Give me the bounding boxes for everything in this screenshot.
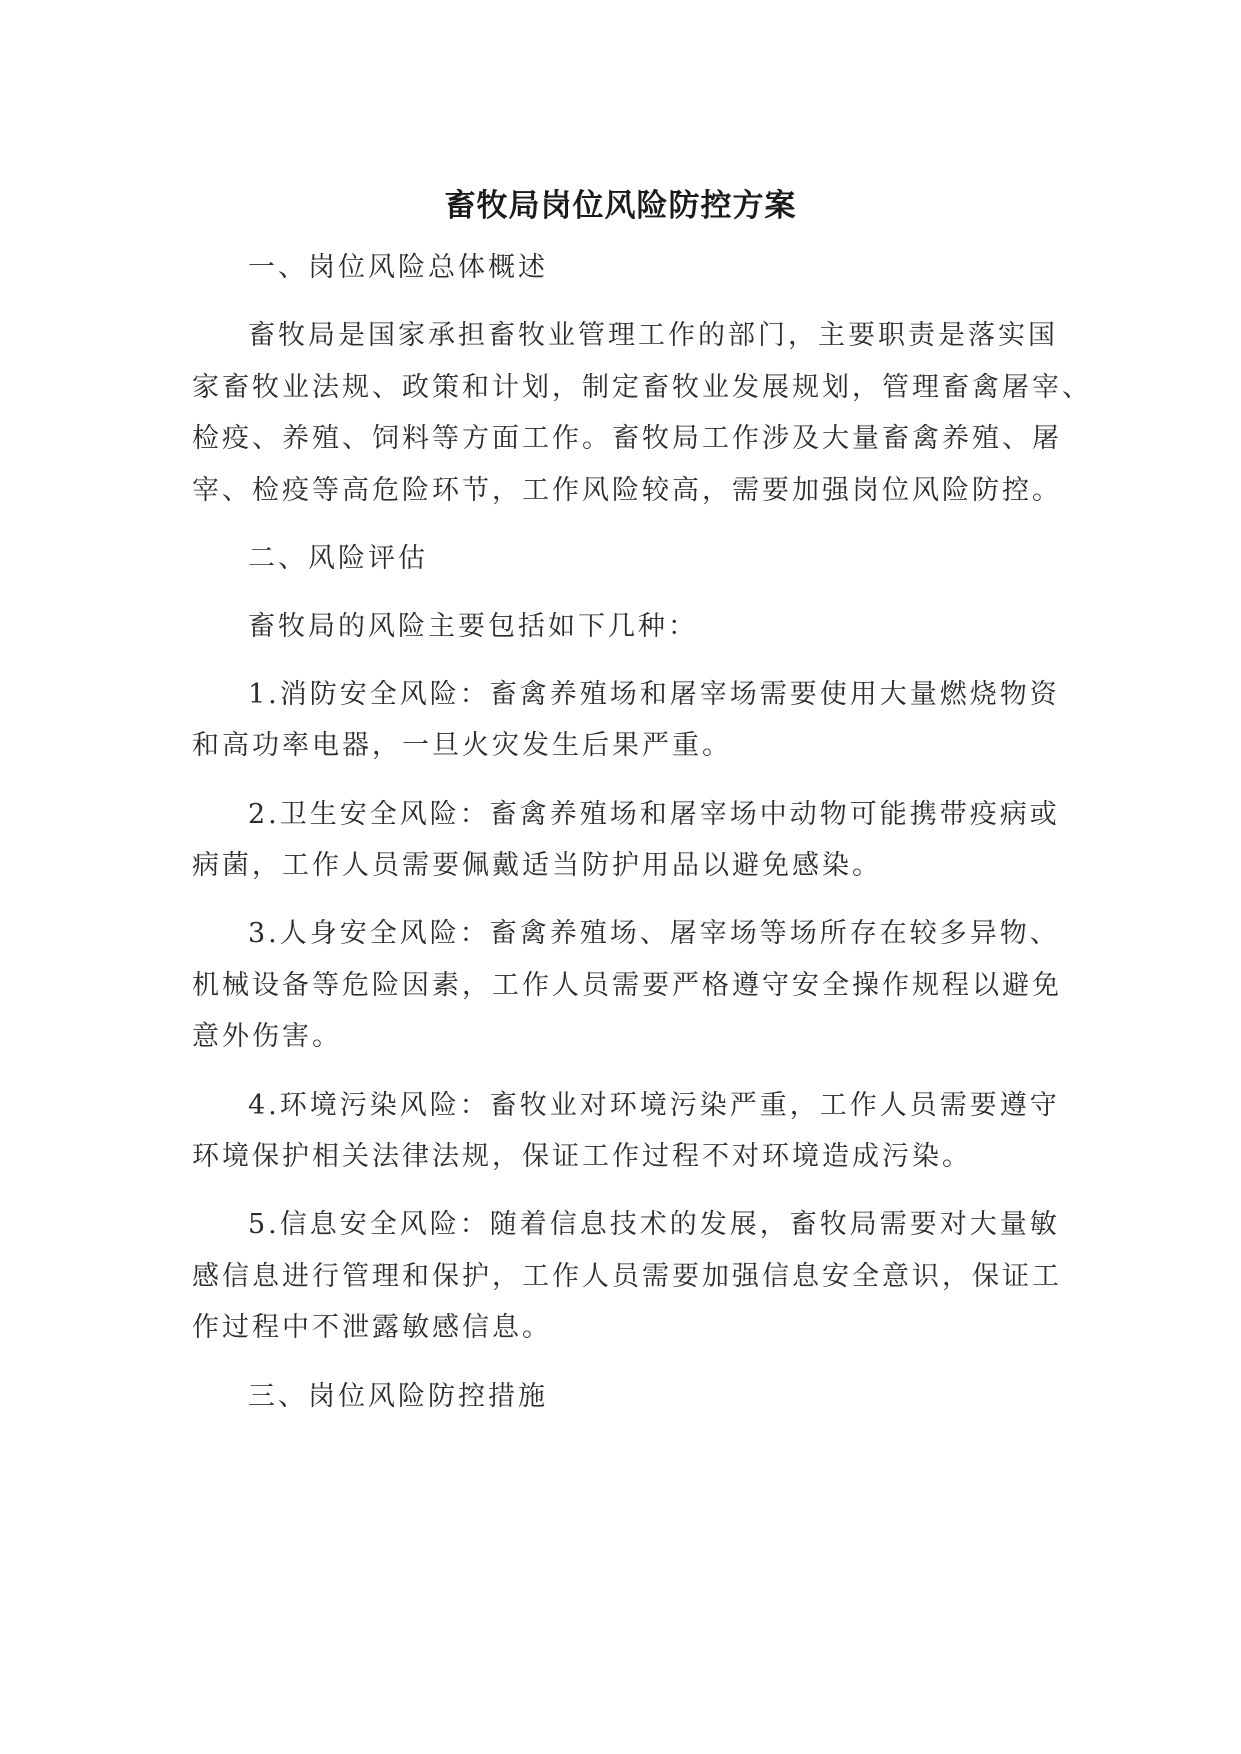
paragraph-line: 宰、检疫等高危险环节，工作风险较高，需要加强岗位风险防控。 (192, 475, 1062, 506)
paragraph-line: 家畜牧业法规、政策和计划，制定畜牧业发展规划，管理畜禽屠宰、 (192, 372, 1092, 403)
paragraph-line: 检疫、养殖、饲料等方面工作。畜牧局工作涉及大量畜禽养殖、屠 (192, 423, 1062, 454)
list-item-line: 作过程中不泄露敏感信息。 (192, 1312, 552, 1343)
paragraph-line: 畜牧局的风险主要包括如下几种： (248, 611, 698, 642)
list-item-line: 2.卫生安全风险：畜禽养殖场和屠宰场中动物可能携带疫病或 (248, 799, 1060, 830)
list-item-line: 3.人身安全风险：畜禽养殖场、屠宰场等场所存在较多异物、 (248, 918, 1060, 949)
list-item-line: 机械设备等危险因素，工作人员需要严格遵守安全操作规程以避免 (192, 970, 1062, 1001)
list-item-line: 病菌，工作人员需要佩戴适当防护用品以避免感染。 (192, 850, 882, 881)
section-heading-2: 二、风险评估 (248, 543, 428, 574)
list-item-line: 4.环境污染风险：畜牧业对环境污染严重，工作人员需要遵守 (248, 1090, 1060, 1121)
list-item-line: 5.信息安全风险：随着信息技术的发展，畜牧局需要对大量敏 (248, 1209, 1060, 1240)
list-item-line: 环境保护相关法律法规，保证工作过程不对环境造成污染。 (192, 1141, 972, 1172)
paragraph-line: 畜牧局是国家承担畜牧业管理工作的部门，主要职责是落实国 (248, 320, 1058, 351)
document-title: 畜牧局岗位风险防控方案 (444, 188, 797, 224)
list-item-line: 和高功率电器，一旦火灾发生后果严重。 (192, 730, 732, 761)
list-item-line: 1.消防安全风险：畜禽养殖场和屠宰场需要使用大量燃烧物资 (248, 679, 1060, 710)
section-heading-1: 一、岗位风险总体概述 (248, 252, 548, 283)
section-heading-3: 三、岗位风险防控措施 (248, 1381, 548, 1412)
list-item-line: 感信息进行管理和保护，工作人员需要加强信息安全意识，保证工 (192, 1261, 1062, 1292)
list-item-line: 意外伤害。 (192, 1021, 342, 1052)
